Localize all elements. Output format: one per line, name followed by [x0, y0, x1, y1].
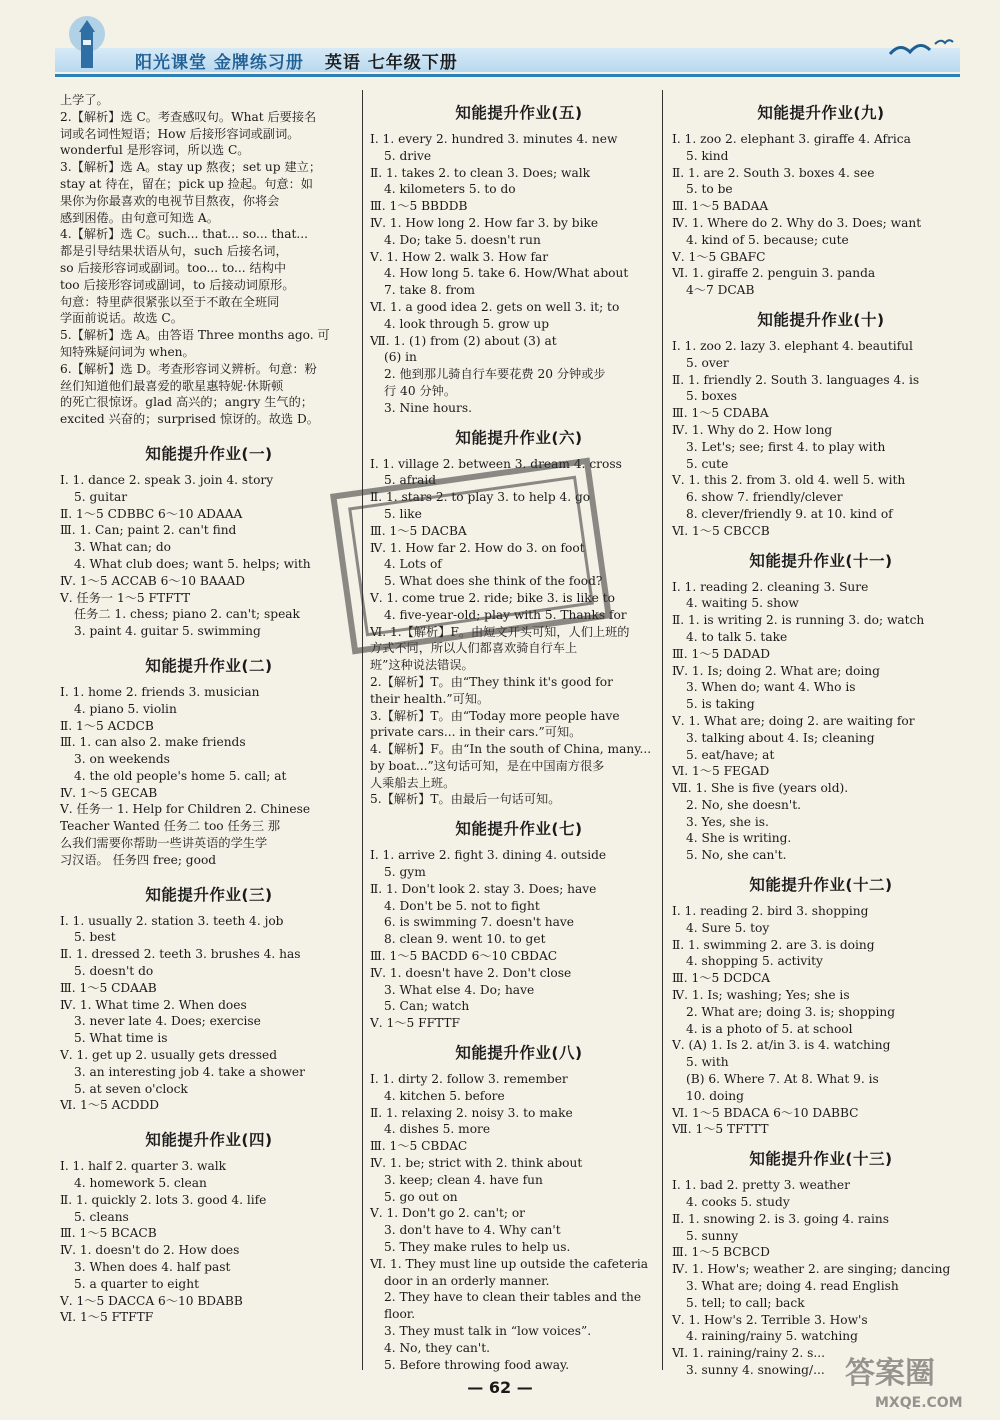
answer-line: Ⅲ. 1～5 DACBA [370, 523, 467, 538]
answer-line: 4. is a photo of 5. at school [686, 1021, 853, 1036]
answer-line: 5. eat/have; at [686, 747, 775, 762]
answer-line: 5. at seven o'clock [74, 1081, 188, 1096]
answer-line: 习汉语。 任务四 free; good [60, 852, 217, 867]
section-title: 知能提升作业(六) [455, 428, 583, 447]
answer-line: 3. sunny 4. snowing/... [686, 1363, 825, 1377]
answer-line: excited 兴奋的；surprised 惊讶的。故选 D。 [60, 412, 319, 427]
answer-line: 知特殊疑问词为 when。 [60, 344, 195, 359]
answer-line: Ⅲ. 1～5 BACDD 6～10 CBDAC [370, 949, 558, 964]
answer-line: Ⅱ. 1. swimming 2. are 3. is doing [672, 937, 875, 952]
answer-line: Ⅰ. 1. home 2. friends 3. musician [60, 684, 260, 699]
answer-line: Ⅳ. 1. How far 2. How do 3. on foot [370, 540, 585, 555]
answer-line: Ⅱ. 1. friendly 2. South 3. languages 4. is [672, 372, 920, 387]
answer-line: 10. doing [686, 1088, 744, 1103]
answer-line: door in an orderly manner. [384, 1273, 550, 1288]
answer-line: 4. She is writing. [686, 831, 792, 846]
section-title: 知能提升作业(九) [757, 104, 885, 122]
answer-line: 5. afraid [384, 473, 437, 488]
answer-line: private cars... in their cars.”可知。 [370, 725, 582, 740]
answer-line: 都是引导结果状语从句，such 后接名词， [60, 244, 288, 259]
answer-line: Ⅰ. 1. bad 2. pretty 3. weather [672, 1178, 850, 1193]
column-2 [370, 92, 668, 1373]
section-title: 知能提升作业(十三) [749, 1150, 893, 1169]
answer-line: Ⅳ. 1. Why do 2. How long [672, 422, 833, 437]
answer-line: 5. to be [686, 182, 733, 197]
answer-line: too 后接形容词或副词，to 后接动词原形。 [60, 277, 295, 292]
answer-line: 5. a quarter to eight [74, 1276, 199, 1291]
answer-line: Ⅳ. 1. How's; weather 2. are singing; dancing [672, 1262, 951, 1277]
answer-line: Ⅰ. 1. reading 2. cleaning 3. Sure [672, 579, 869, 594]
answer-line: 4. Don't be 5. not to fight [384, 898, 540, 913]
answer-line: Ⅴ. 1～5 GBAFC [672, 249, 766, 264]
answer-line: Ⅴ. 任务一 1～5 FTFTT [60, 590, 191, 605]
answer-line: 4. What club does; want 5. helps; with [74, 556, 311, 571]
answer-line: 4. to talk 5. take [686, 629, 788, 644]
answer-line: Ⅱ. 1. takes 2. to clean 3. Does; walk [370, 165, 590, 180]
column-1 [60, 92, 358, 1326]
answer-line: 3. talking about 4. Is; cleaning [686, 730, 875, 745]
answer-line: 学面前说话。故选 C。 [60, 311, 183, 326]
answer-line: Ⅶ. 1. (1) from (2) about (3) at [370, 333, 557, 348]
answer-line: Ⅲ. 1～5 DCDCA [672, 971, 771, 986]
column-3 [672, 92, 970, 1379]
answer-line: 8. clean 9. went 10. to get [384, 932, 546, 947]
seagull-icon [885, 34, 955, 64]
answer-line: Ⅴ. (A) 1. Is 2. at/in 3. is 4. watching [672, 1038, 891, 1053]
section-title: 知能提升作业(八) [455, 1044, 583, 1063]
svg-text:答案圈: 答案圈 [845, 1356, 935, 1391]
answer-line: 7. take 8. from [384, 283, 475, 298]
section-title: 知能提升作业(七) [455, 820, 583, 839]
answer-line: Ⅳ. 1. What time 2. When does [60, 997, 247, 1012]
answer-line: Ⅳ. 1. How long 2. How far 3. by bike [370, 215, 599, 230]
answer-line: Ⅰ. 1. zoo 2. elephant 3. giraffe 4. Africa [672, 132, 911, 146]
section-title: 知能提升作业(二) [145, 656, 273, 675]
answer-line: 3. Yes, she is. [686, 814, 769, 829]
answer-line: Ⅵ. 1. giraffe 2. penguin 3. panda [672, 266, 876, 281]
answer-line: floor. [384, 1307, 416, 1322]
answer-line: (6) in [384, 350, 417, 365]
answer-line: 4～7 DCAB [686, 283, 755, 298]
answer-line: 4. five-year-old; play with 5. Thanks for [384, 607, 627, 622]
svg-text:MXQE.COM: MXQE.COM [875, 1395, 963, 1411]
answer-line: Ⅱ. 1. stars 2. to play 3. to help 4. go [370, 490, 591, 505]
answer-line: 5. cute [686, 456, 729, 471]
section-title: 知能提升作业(四) [145, 1131, 273, 1150]
answer-line: 5. sunny [686, 1228, 739, 1243]
answer-line: Ⅳ. 1～5 GECAB [60, 785, 158, 800]
section-title: 知能提升作业(三) [145, 885, 273, 904]
answer-line: 4.【解析】选 C。such... that... so... that... [60, 227, 309, 242]
answer-line: 4. kind of 5. because; cute [686, 232, 849, 247]
answer-line: Ⅵ. 1～5 FEGAD [672, 764, 770, 779]
answer-line: 4. dishes 5. more [384, 1122, 491, 1137]
answer-line: 5. Can; watch [384, 999, 470, 1014]
answer-line: 5. kind [686, 148, 729, 163]
answer-line: 的死亡很惊讶。glad 高兴的；angry 生气的； [60, 395, 313, 410]
answer-line: Ⅲ. 1～5 BADAA [672, 199, 769, 214]
answer-line: 6. is swimming 7. doesn't have [384, 915, 574, 930]
answer-line: 5. They make rules to help us. [384, 1240, 571, 1255]
answer-line: Ⅱ. 1. Don't look 2. stay 3. Does; have [370, 881, 597, 896]
answer-line: 3. What else 4. Do; have [384, 982, 535, 997]
answer-line: 3. Nine hours. [384, 400, 472, 415]
answer-line: Ⅰ. 1. dance 2. speak 3. join 4. story [60, 472, 274, 487]
answer-line: Ⅴ. 1. How 2. walk 3. How far [370, 249, 549, 264]
answer-line: 4. No, they can't. [384, 1340, 491, 1355]
answer-line: Ⅵ. 1～5 CBCCB [672, 523, 770, 538]
answer-line: Ⅳ. 1. doesn't do 2. How does [60, 1243, 240, 1258]
answer-line: Ⅰ. 1. arrive 2. fight 3. dining 4. outside [370, 848, 607, 863]
answer-line: 5. drive [384, 148, 432, 163]
answer-line: Ⅶ. 1～5 TFTTT [672, 1122, 769, 1137]
answer-line: 3.【解析】T。由“Today more people have [370, 708, 620, 723]
answer-line: Ⅲ. 1～5 BBDDB [370, 199, 468, 214]
answer-line: 3. on weekends [74, 752, 170, 767]
answer-line: 人乘船去上班。 [370, 775, 456, 790]
answer-line: (B) 6. Where 7. At 8. What 9. is [686, 1072, 879, 1087]
answer-line: Ⅳ. 1～5 ACCAB 6～10 BAAAD [60, 573, 246, 588]
answer-line: 2. They have to clean their tables and the [384, 1290, 642, 1305]
answer-line: Ⅳ. 1. be; strict with 2. think about [370, 1156, 583, 1171]
answer-line: 3. What are; doing 4. read English [686, 1279, 899, 1294]
answer-line: Ⅲ. 1～5 DADAD [672, 646, 770, 661]
answer-line: 3. When does 4. half past [74, 1260, 231, 1275]
section-title: 知能提升作业(一) [145, 444, 273, 463]
answer-line: 5. best [74, 930, 116, 945]
answer-line: 4. kilometers 5. to do [384, 182, 516, 197]
answer-line: 4.【解析】F。由“In the south of China, many... [370, 742, 652, 757]
answer-line: 3. don't have to 4. Why can't [384, 1223, 561, 1238]
answer-line: Ⅱ. 1. is writing 2. is running 3. do; watch [672, 613, 925, 628]
answer-line: Ⅳ. 1. Where do 2. Why do 3. Does; want [672, 215, 922, 230]
answer-line: Ⅲ. 1. can also 2. make friends [60, 735, 246, 750]
answer-line: so 后接形容词或副词。too... to... 结构中 [60, 260, 287, 275]
answer-line: 5. What time is [74, 1031, 168, 1046]
answer-line: 4. raining/rainy 5. watching [686, 1329, 858, 1344]
header-subject: 英语 七年级下册 [324, 53, 458, 73]
section-title: 知能提升作业(十二) [749, 876, 893, 895]
answer-line: 2.【解析】T。由“They think it's good for [370, 674, 613, 689]
answer-line: Ⅳ. 1. Is; doing 2. What are; doing [672, 663, 880, 678]
answer-line: 4. cooks 5. study [686, 1195, 790, 1210]
answer-line: 5. is taking [686, 697, 755, 712]
header-brand: 阳光课堂 金牌练习册 [135, 53, 304, 73]
answer-line: 4. waiting 5. show [686, 596, 799, 611]
answer-line: 4. look through 5. grow up [384, 316, 550, 331]
answer-line: by boat...”这句话可知，是在中国南方很多 [370, 758, 605, 773]
answer-line: 5. doesn't do [74, 964, 154, 979]
answer-line: 4. homework 5. clean [74, 1176, 207, 1191]
answer-line: 任务二 1. chess; piano 2. can't; speak [74, 607, 300, 622]
answer-line: Ⅵ. 1. raining/rainy 2. s... [672, 1346, 825, 1361]
answer-line: 词或名词性短语；How 后接形容词或副词。 [60, 126, 300, 141]
answer-line: 上学了。 [60, 93, 109, 107]
answer-line: 5. guitar [74, 489, 128, 504]
answer-line: 4. Do; take 5. doesn't run [384, 232, 541, 247]
answer-line: 3. paint 4. guitar 5. swimming [74, 624, 261, 639]
answer-line: Ⅴ. 1. this 2. from 3. old 4. well 5. with [672, 473, 906, 488]
answer-line: 3. an interesting job 4. take a shower [74, 1064, 305, 1079]
answer-line: Ⅲ. 1～5 CDAAB [60, 980, 157, 995]
answer-line: Ⅴ. 1. get up 2. usually gets dressed [60, 1048, 278, 1063]
answer-line: Ⅱ. 1. snowing 2. is 3. going 4. rains [672, 1211, 890, 1226]
answer-line: Ⅴ. 1. come true 2. ride; bike 3. is like to [370, 590, 615, 605]
column-divider [362, 90, 363, 1370]
answer-line: Ⅶ. 1. She is five (years old). [672, 781, 849, 796]
watermark-logo [835, 1345, 995, 1415]
page-header [55, 40, 960, 77]
answer-line: 5. gym [384, 865, 426, 880]
answer-line: Ⅰ. 1. zoo 2. lazy 3. elephant 4. beautiful [672, 338, 913, 353]
answer-line: Ⅴ. 1. How's 2. Terrible 3. How's [672, 1312, 868, 1327]
answer-line: 5.【解析】T。由最后一句话可知。 [370, 792, 561, 807]
answer-line: 句意：特里萨很紧张以至于不敢在全班同 [60, 294, 280, 309]
answer-line: 2.【解析】选 C。考查感叹句。What 后要接名 [60, 109, 317, 124]
answer-line: 6.【解析】选 D。考查形容词义辨析。句意：粉 [60, 361, 317, 376]
answer-line: Ⅰ. 1. every 2. hundred 3. minutes 4. new [370, 132, 618, 146]
answer-line: 4. the old people's home 5. call; at [74, 768, 287, 783]
answer-line: 3. They must talk in “low voices”. [384, 1324, 592, 1338]
answer-line: Ⅱ. 1. quickly 2. lots 3. good 4. life [60, 1192, 267, 1207]
answer-line: Ⅳ. 1. doesn't have 2. Don't close [370, 965, 572, 980]
answer-line: 4. How long 5. take 6. How/What about [384, 266, 629, 281]
answer-line: Ⅲ. 1～5 CDABA [672, 406, 769, 421]
section-title: 知能提升作业(十一) [749, 551, 893, 570]
answer-line: 5. with [686, 1055, 729, 1070]
answer-line: 3. Let's; see; first 4. to play with [686, 439, 886, 454]
answer-line: Ⅴ. 任务一 1. Help for Children 2. Chinese [60, 802, 311, 817]
answer-line: 丝们知道他们最喜爱的歌星惠特妮·休斯顿 [60, 378, 284, 393]
answer-line: Ⅲ. 1～5 CBDAC [370, 1139, 468, 1154]
answer-line: Ⅵ. 1～5 FTFTF [60, 1310, 154, 1325]
page-number: — 62 — [467, 1378, 533, 1397]
answer-line: 3. keep; clean 4. have fun [384, 1172, 543, 1187]
answer-line: 4. Sure 5. toy [686, 920, 770, 935]
answer-line: Ⅱ. 1. relaxing 2. noisy 3. to make [370, 1105, 573, 1120]
answer-line: Ⅲ. 1～5 BCACB [60, 1226, 157, 1241]
answer-line: 2. 他到那儿骑自行车要花费 20 分钟或步 [384, 367, 606, 382]
answer-line: 2. No, she doesn't. [686, 797, 802, 812]
answer-line: 3. never late 4. Does; exercise [74, 1014, 261, 1029]
answer-line: Ⅰ. 1. reading 2. bird 3. shopping [672, 904, 869, 919]
answer-line: 方式不同，所以人们都喜欢骑自行车上 [370, 641, 578, 656]
answer-line: Ⅳ. 1. Is; washing; Yes; she is [672, 988, 850, 1003]
answer-line: 5. boxes [686, 389, 737, 404]
answer-line: 5. tell; to call; back [686, 1295, 805, 1310]
answer-line: Ⅱ. 1～5 ACDCB [60, 718, 154, 733]
answer-line: 4. piano 5. violin [74, 701, 177, 716]
answer-line: Ⅲ. 1～5 BCBCD [672, 1245, 770, 1260]
answer-line: Ⅴ. 1～5 FFTTF [370, 1016, 460, 1031]
answer-line: 8. clever/friendly 9. at 10. kind of [686, 506, 893, 521]
lighthouse-logo-icon [61, 14, 113, 72]
answer-line: Ⅰ. 1. dirty 2. follow 3. remember [370, 1072, 568, 1087]
answer-line: 5. go out on [384, 1189, 458, 1204]
answer-line: Ⅵ. 1～5 ACDDD [60, 1098, 160, 1113]
answer-line: Ⅱ. 1～5 CDBBC 6～10 ADAAA [60, 506, 243, 521]
answer-line: 感到困倦。由句意可知选 A。 [60, 210, 219, 225]
answer-line: 3.【解析】选 A。stay up 熬夜；set up 建立； [60, 160, 322, 175]
answer-line: 5. over [686, 355, 729, 370]
section-title: 知能提升作业(十) [757, 310, 885, 329]
answer-line: Ⅰ. 1. usually 2. station 3. teeth 4. job [60, 913, 284, 928]
answer-line: 5.【解析】选 A。由答语 Three months ago. 可 [60, 328, 330, 343]
answer-line: 4. shopping 5. activity [686, 954, 823, 969]
answer-line: their health.”可知。 [370, 691, 490, 706]
answer-line: Ⅴ. 1. Don't go 2. can't; or [370, 1206, 525, 1221]
answer-line: stay at 待在，留在；pick up 捡起。句意：如 [60, 176, 313, 191]
answer-line: 5. cleans [74, 1209, 129, 1224]
answer-line: wonderful 是形容词，所以选 C。 [60, 143, 250, 158]
answer-line: 3. When do; want 4. Who is [686, 680, 856, 695]
answer-line: Ⅵ. 1. They must line up outside the cafeteria [370, 1256, 649, 1271]
answer-line: 3. What can; do [74, 540, 171, 555]
answer-line: 2. What are; doing 3. is; shopping [686, 1004, 895, 1019]
answer-line: 么我们需要你帮助一些讲英语的学生学 [60, 836, 268, 851]
answer-line: 果你为你最喜欢的电视节目熬夜，你将会 [60, 193, 280, 208]
answer-line: 5. What does she think of the food? [384, 574, 603, 589]
answer-line: Ⅵ. 1. a good idea 2. gets on well 3. it; to [370, 299, 620, 314]
answer-line: 5. No, she can't. [686, 848, 787, 863]
header-title [135, 48, 458, 73]
answer-line: Ⅱ. 1. are 2. South 3. boxes 4. see [672, 165, 875, 180]
answer-line: 4. kitchen 5. before [384, 1088, 505, 1103]
answer-line: 5. like [384, 506, 422, 521]
answer-line: Ⅴ. 1～5 DACCA 6～10 BDABB [60, 1293, 243, 1308]
answer-line: Ⅱ. 1. dressed 2. teeth 3. brushes 4. has [60, 947, 301, 962]
answer-line: Ⅰ. 1. village 2. between 3. dream 4. cross [370, 456, 622, 471]
answer-line: Ⅰ. 1. half 2. quarter 3. walk [60, 1159, 227, 1174]
answer-line: 4. Lots of [384, 557, 442, 572]
answer-line: Ⅵ. 1～5 BDACA 6～10 DABBC [672, 1105, 859, 1120]
answer-line: 行 40 分钟。 [384, 383, 457, 398]
section-title: 知能提升作业(五) [455, 104, 583, 122]
answer-line: Ⅲ. 1. Can; paint 2. can't find [60, 523, 237, 538]
answer-line: 5. Before throwing food away. [384, 1357, 570, 1372]
answer-line: 班”这种说法错误。 [370, 658, 474, 673]
answer-line: Ⅴ. 1. What are; doing 2. are waiting for [672, 713, 915, 728]
answer-line: Ⅵ. 1.【解析】F。由短文开头可知，人们上班的 [370, 624, 630, 639]
answer-line: Teacher Wanted 任务二 too 任务三 那 [60, 819, 281, 834]
answer-line: 6. show 7. friendly/clever [686, 490, 843, 505]
